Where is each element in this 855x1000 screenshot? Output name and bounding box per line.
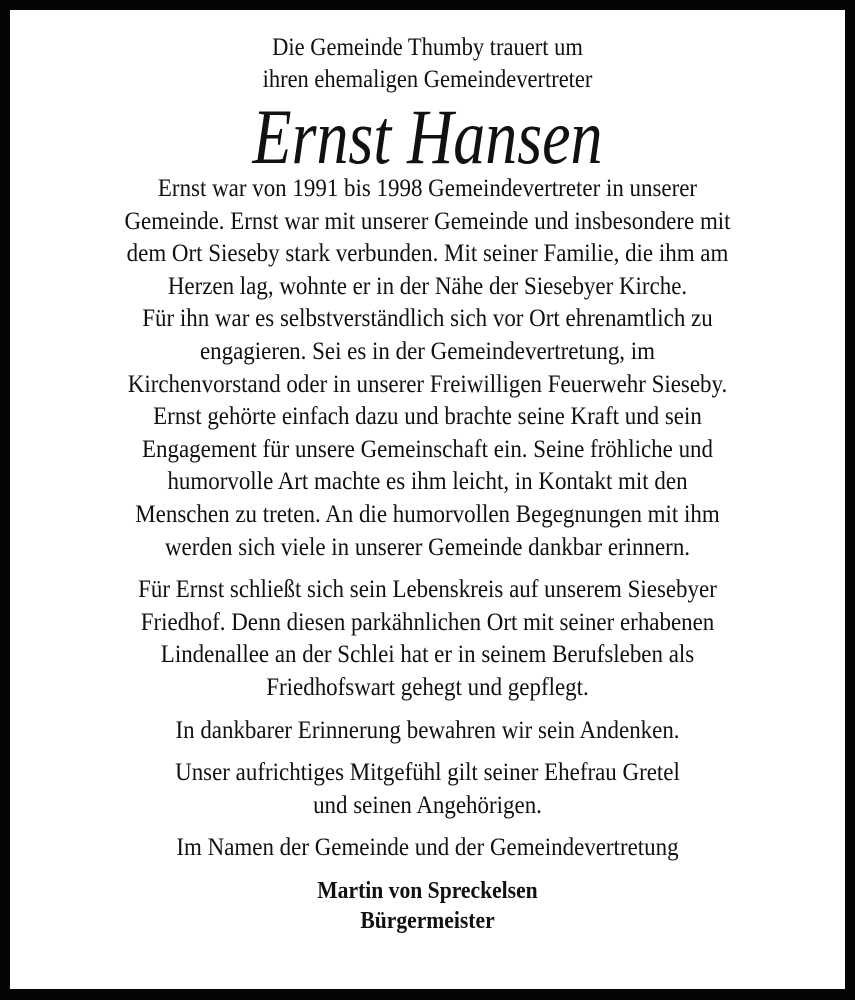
text-line: In dankbarer Erinnerung bewahren wir sein Andenken. <box>175 714 680 744</box>
text-line: Im Namen der Gemeinde und der Gemeindevertretung <box>176 832 679 862</box>
deceased-name: Ernst Hansen <box>252 93 603 180</box>
text-line: Friedhofswart gehegt und gepflegt. <box>266 671 589 701</box>
text-line: Für ihn war es selbstverständlich sich vor Ort ehrenamtlich zu <box>142 303 713 333</box>
signature <box>52 876 804 936</box>
paragraph-on-behalf <box>52 831 804 864</box>
text-line: engagieren. Sei es in der Gemeindevertretung, im <box>199 335 656 365</box>
paragraph-condolence <box>52 756 804 821</box>
intro-line: ihren ehemaligen Gemeindevertreter <box>262 66 593 93</box>
paragraph-biography <box>52 172 804 563</box>
text-line: Ernst gehörte einfach dazu und brachte seine Kraft und sein <box>153 401 702 431</box>
signature-title: Bürgermeister <box>360 907 495 934</box>
text-line: dem Ort Sieseby stark verbunden. Mit seiner Familie, die ihm am <box>126 238 729 268</box>
text-line: Lindenallee an der Schlei hat er in seinem Berufsleben als <box>160 639 695 669</box>
text-line: Menschen zu treten. An die humorvollen Begegnungen mit ihm <box>135 498 720 528</box>
text-line: Herzen lag, wohnte er in der Nähe der Siesebyer Kirche. <box>167 270 688 300</box>
paragraph-remembrance <box>52 714 804 747</box>
intro <box>52 32 804 96</box>
text-line: Unser aufrichtiges Mitgefühl gilt seiner Ehefrau Gretel <box>175 757 680 787</box>
text-line: humorvolle Art machte es ihm leicht, in Kontakt mit den <box>167 466 688 496</box>
text-line: Gemeinde. Ernst war mit unserer Gemeinde und insbesondere mit <box>124 205 731 235</box>
obituary-content <box>10 10 845 936</box>
text-line: Für Ernst schließt sich sein Lebenskreis auf unserem Siesebyer <box>138 574 717 604</box>
text-line: Ernst war von 1991 bis 1998 Gemeindevertreter in unserer <box>157 173 698 202</box>
text-line: und seinen Angehörigen. <box>313 789 542 819</box>
text-line: werden sich viele in unserer Gemeinde dankbar erinnern. <box>164 531 691 561</box>
signature-name: Martin von Spreckelsen <box>317 877 538 904</box>
text-line: Friedhof. Denn diesen parkähnlichen Ort mit seiner erhabenen <box>140 606 715 636</box>
text-line: Kirchenvorstand oder in unserer Freiwilligen Feuerwehr Sieseby. <box>127 368 728 398</box>
paragraph-cemetery <box>52 573 804 703</box>
text-line: Engagement für unsere Gemeinschaft ein. Seine fröhliche und <box>142 433 713 463</box>
intro-line: Die Gemeinde Thumby trauert um <box>272 34 583 61</box>
